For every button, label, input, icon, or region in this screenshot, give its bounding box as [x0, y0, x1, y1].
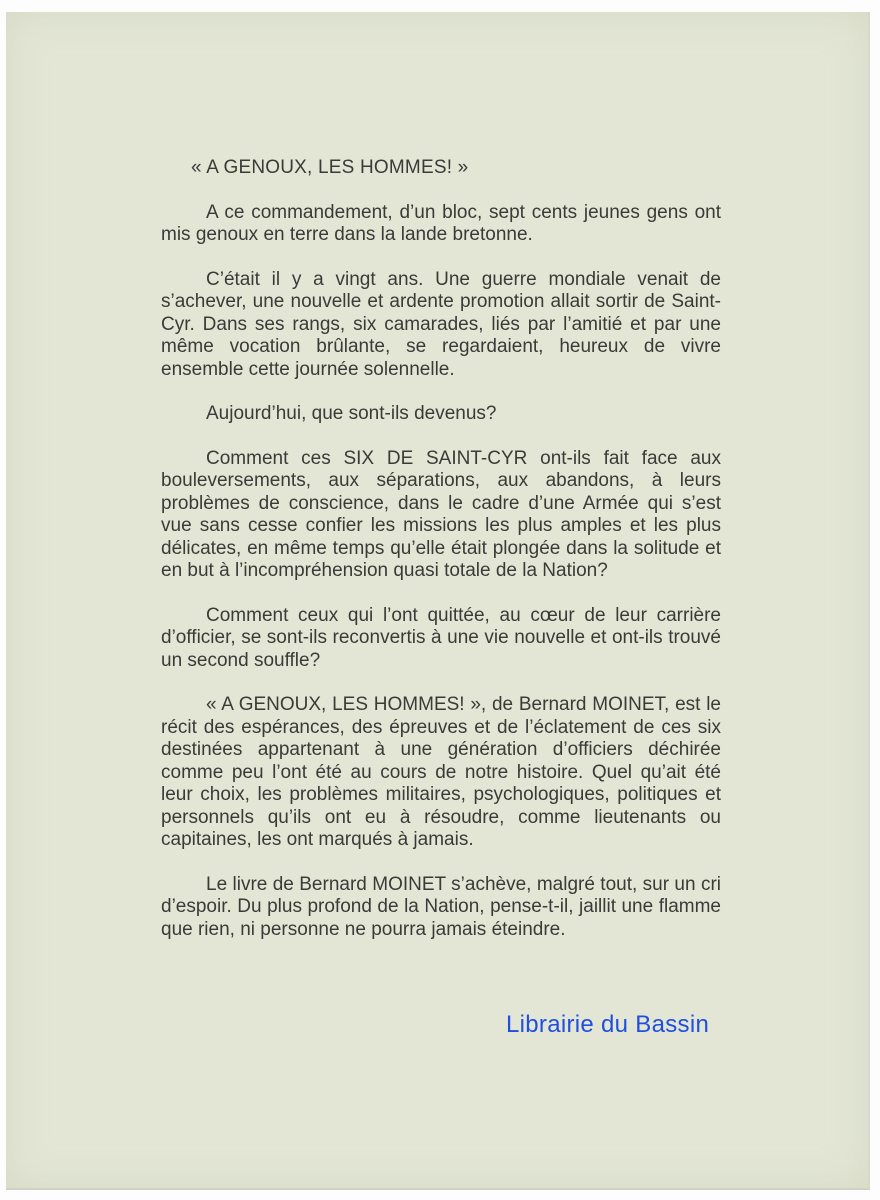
blurb-heading: « A GENOUX, LES HOMMES! » [191, 157, 469, 178]
blurb-text [161, 157, 721, 963]
paragraph-2: C’était il y a vingt ans. Une guerre mondiale venait de s’achever, une nouvelle et ardente promotion allait sortir de Saint-Cyr. Dans ses rangs, six camarades, liés par l’amitié et par une même vocation brûlante, se regardaient, heureux de vivre ensemble cette journée solennelle. [161, 268, 721, 380]
paragraph-4: Comment ces SIX DE SAINT-CYR ont-ils fait face aux bouleversements, aux séparations, aux abandons, à leurs problèmes de conscience, dans le cadre d’une Armée qui s’est vue sans cesse confier les missions les plus amples et les plus délicates, en même temps qu’elle était plongée dans la solitude et en but à l’incompréhension quasi totale de la Nation? [161, 447, 721, 581]
bookseller-watermark: Librairie du Bassin [506, 1011, 710, 1038]
paragraph-7: Le livre de Bernard MOINET s’achève, malgré tout, sur un cri d’espoir. Du plus profond de la Nation, pense-t-il, jaillit une flamme que rien, ni personne ne pourra jamais éteindre. [161, 873, 721, 940]
paragraph-3: Aujourd’hui, que sont-ils devenus? [206, 403, 497, 424]
paragraph-5: Comment ceux qui l’ont quittée, au cœur de leur carrière d’officier, se sont-ils reconvertis à une vie nouvelle et ont-ils trouvé un second souffle? [161, 604, 721, 671]
paragraph-6: « A GENOUX, LES HOMMES! », de Bernard MOINET, est le récit des espérances, des épreuves et de l’éclatement de ces six destinées appartenant à une génération d’officiers déchirée comme peu l’ont été au cours de notre histoire. Quel qu’ait été leur choix, les problèmes militaires, psychologiques, politiques et personnels qu’ils ont eu à résoudre, comme lieutenants ou capitaines, les ont marqués à jamais. [161, 694, 721, 850]
paragraph-1: A ce commandement, d’un bloc, sept cents jeunes gens ont mis genoux en terre dans la lande bretonne. [161, 201, 721, 245]
book-back-cover [6, 12, 870, 1190]
